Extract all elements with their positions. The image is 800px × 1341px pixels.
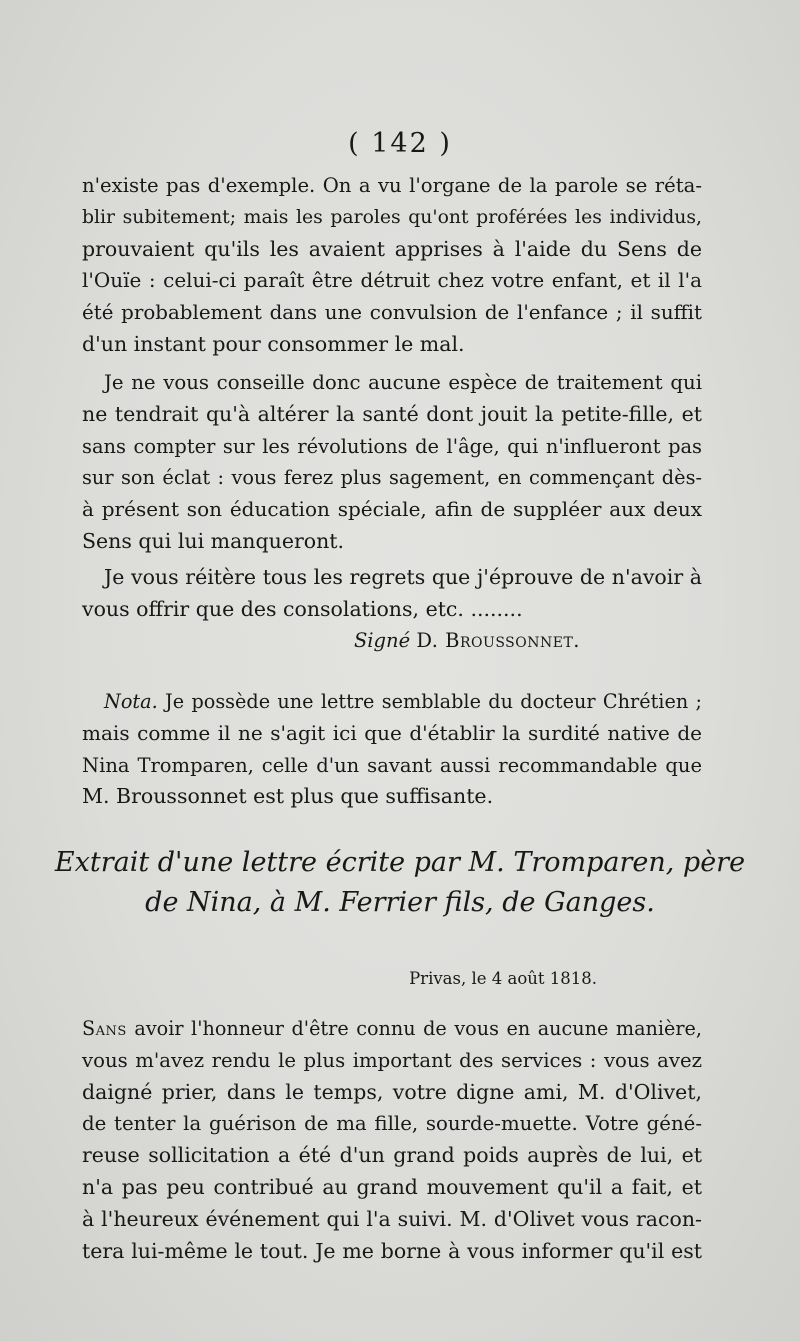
paragraph-1 xyxy=(82,170,702,361)
text-line: à l'heureux événement qui l'a suivi. M. d'Olivet vous racon- xyxy=(82,1206,702,1231)
signature-prefix: Signé xyxy=(353,629,411,652)
paragraph-3 xyxy=(82,562,702,626)
letter-first-word: Sans xyxy=(82,1017,127,1040)
text-line: daigné prier, dans le temps, votre digne ami, M. d'Olivet, xyxy=(82,1079,702,1104)
text-line: n'existe pas d'exemple. On a vu l'organe de la parole se réta- xyxy=(82,174,702,197)
paragraph-2 xyxy=(82,367,702,558)
text-line: sur son éclat : vous ferez plus sagement, en commençant dès- xyxy=(82,466,702,490)
nota-label: Nota. xyxy=(104,690,158,713)
text-line: été probablement dans une convulsion de l'enfance ; il suffit xyxy=(82,301,702,325)
nota-paragraph xyxy=(82,686,702,813)
text-line: Nina Tromparen, celle d'un savant aussi recommandable que xyxy=(82,753,702,777)
letter-first-line: avoir l'honneur d'être connu de vous en aucune manière, xyxy=(126,1017,702,1040)
signature-name: D. Broussonnet. xyxy=(416,629,580,652)
text-line: tera lui-même le tout. Je me borne à vous informer qu'il est xyxy=(82,1238,702,1263)
page-number: ( 142 ) xyxy=(348,128,452,159)
text-line: d'un instant pour consommer le mal. xyxy=(82,331,465,356)
text-line: l'Ouïe : celui-ci paraît être détruit chez votre enfant, et il l'a xyxy=(82,268,702,293)
place-date: Privas, le 4 août 1818. xyxy=(409,969,597,988)
section-heading xyxy=(0,843,800,923)
text-line: prouvaient qu'ils les avaient apprises à l'aide du Sens de xyxy=(82,236,702,261)
text-line: vous m'avez rendu le plus important des services : vous avez xyxy=(82,1048,702,1072)
text-line: mais comme il ne s'agit ici que d'établir la surdité native de xyxy=(82,720,702,745)
nota-text: Je possède une lettre semblable du docteur Chrétien ; xyxy=(165,690,703,713)
letter-body xyxy=(82,1013,702,1267)
heading-line-1: Extrait d'une lettre écrite par M. Tromparen, père xyxy=(54,847,746,878)
text-line xyxy=(82,686,702,718)
heading-line-2: de Nina, à M. Ferrier fils, de Ganges. xyxy=(145,887,655,918)
text-line: Je vous réitère tous les regrets que j'éprouve de n'avoir à xyxy=(104,565,702,589)
text-line: sans compter sur les révolutions de l'âge, qui n'influeront pas xyxy=(82,434,702,458)
text-line: de tenter la guérison de ma fille, sourde-muette. Votre géné- xyxy=(82,1112,702,1136)
text-line: reuse sollicitation a été d'un grand poids auprès de lui, et xyxy=(82,1143,702,1168)
text-line: ne tendrait qu'à altérer la santé dont jouit la petite-fille, et xyxy=(82,401,702,426)
text-line: M. Broussonnet est plus que suffisante. xyxy=(82,784,494,809)
signature xyxy=(0,629,580,652)
text-line: à présent son éducation spéciale, afin de suppléer aux deux xyxy=(82,497,702,522)
text-line: vous offrir que des consolations, etc. ........ xyxy=(82,596,523,621)
text-line: Je ne vous conseille donc aucune espèce de traitement qui xyxy=(104,371,702,394)
text-line xyxy=(82,1013,702,1045)
text-line: Sens qui lui manqueront. xyxy=(82,528,345,553)
text-line: blir subitement; mais les paroles qu'ont proférées les individus, xyxy=(82,206,702,228)
text-line: n'a pas peu contribué au grand mouvement qu'il a fait, et xyxy=(82,1174,702,1199)
